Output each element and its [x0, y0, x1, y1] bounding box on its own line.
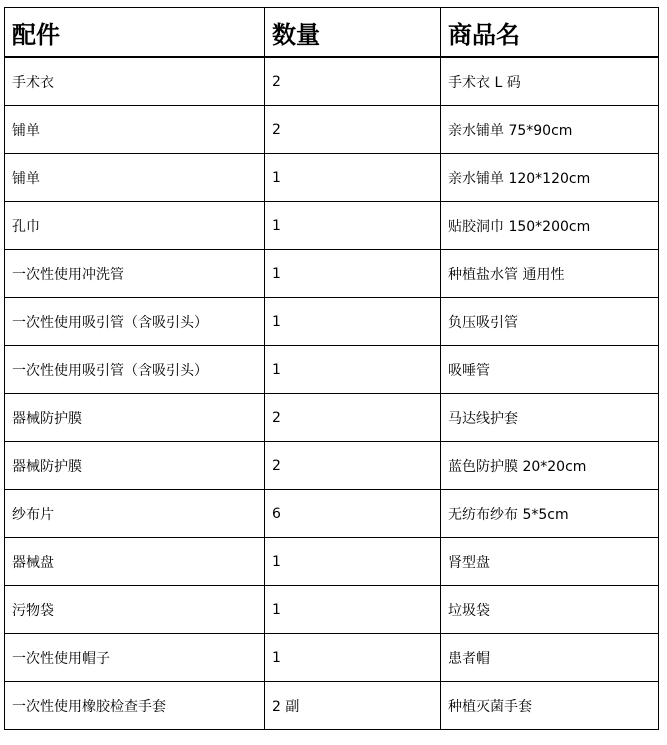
cell-part: 手术衣 — [5, 57, 265, 106]
cell-product-name: 蓝色防护膜 20*20cm — [441, 442, 659, 490]
cell-quantity: 1 — [265, 586, 441, 634]
header-quantity: 数量 — [265, 8, 441, 58]
cell-part: 一次性使用橡胶检查手套 — [5, 682, 265, 730]
cell-quantity: 1 — [265, 250, 441, 298]
cell-part: 一次性使用帽子 — [5, 634, 265, 682]
table-row — [5, 106, 659, 154]
cell-product-name: 无纺布纱布 5*5cm — [441, 490, 659, 538]
cell-part: 器械防护膜 — [5, 442, 265, 490]
table-row — [5, 250, 659, 298]
cell-quantity: 2 — [265, 394, 441, 442]
cell-product-name: 种植盐水管 通用性 — [441, 250, 659, 298]
cell-part: 污物袋 — [5, 586, 265, 634]
cell-part: 纱布片 — [5, 490, 265, 538]
table-row — [5, 634, 659, 682]
cell-part: 一次性使用吸引管（含吸引头） — [5, 346, 265, 394]
cell-product-name: 肾型盘 — [441, 538, 659, 586]
header-part: 配件 — [5, 8, 265, 58]
cell-quantity: 2 — [265, 57, 441, 106]
cell-part: 器械防护膜 — [5, 394, 265, 442]
table-row — [5, 154, 659, 202]
cell-quantity: 1 — [265, 346, 441, 394]
cell-product-name: 垃圾袋 — [441, 586, 659, 634]
table-row — [5, 394, 659, 442]
cell-product-name: 马达线护套 — [441, 394, 659, 442]
cell-product-name: 负压吸引管 — [441, 298, 659, 346]
cell-product-name: 亲水铺单 75*90cm — [441, 106, 659, 154]
header-product-name: 商品名 — [441, 8, 659, 58]
cell-quantity: 2 — [265, 106, 441, 154]
cell-product-name: 种植灭菌手套 — [441, 682, 659, 730]
table-row — [5, 682, 659, 730]
cell-part: 一次性使用冲洗管 — [5, 250, 265, 298]
table-row — [5, 298, 659, 346]
cell-part: 铺单 — [5, 154, 265, 202]
table-row — [5, 538, 659, 586]
cell-product-name: 亲水铺单 120*120cm — [441, 154, 659, 202]
cell-part: 孔巾 — [5, 202, 265, 250]
cell-product-name: 手术衣 L 码 — [441, 57, 659, 106]
table-row — [5, 442, 659, 490]
table-row — [5, 346, 659, 394]
table-row — [5, 57, 659, 106]
cell-quantity: 2 副 — [265, 682, 441, 730]
cell-part: 铺单 — [5, 106, 265, 154]
cell-quantity: 1 — [265, 298, 441, 346]
cell-product-name: 贴胶洞巾 150*200cm — [441, 202, 659, 250]
cell-product-name: 吸唾管 — [441, 346, 659, 394]
table-row — [5, 490, 659, 538]
cell-quantity: 1 — [265, 634, 441, 682]
cell-part: 一次性使用吸引管（含吸引头） — [5, 298, 265, 346]
parts-table — [4, 7, 659, 730]
cell-part: 器械盘 — [5, 538, 265, 586]
cell-product-name: 患者帽 — [441, 634, 659, 682]
header-row — [5, 8, 659, 58]
cell-quantity: 1 — [265, 202, 441, 250]
cell-quantity: 1 — [265, 538, 441, 586]
cell-quantity: 2 — [265, 442, 441, 490]
table-row — [5, 586, 659, 634]
cell-quantity: 6 — [265, 490, 441, 538]
table-row — [5, 202, 659, 250]
cell-quantity: 1 — [265, 154, 441, 202]
